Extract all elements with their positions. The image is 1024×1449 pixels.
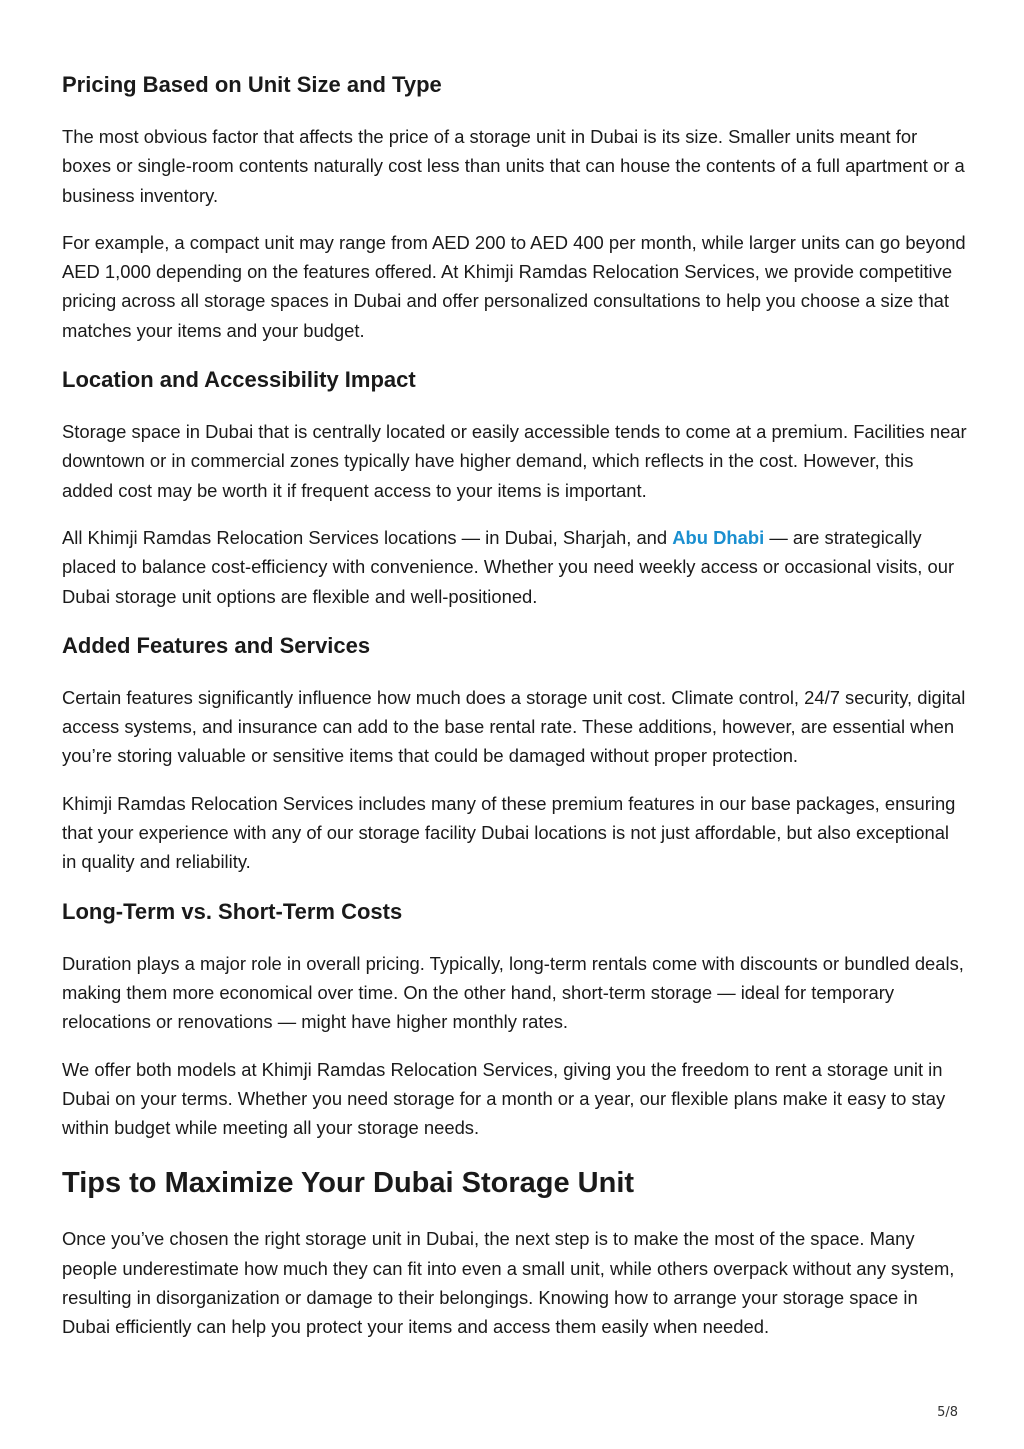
paragraph: Duration plays a major role in overall pricing. Typically, long-term rentals come with discounts or bundled deals, making them more economical over time. On the other hand, short-term storage — ideal for temporary relocations or renovations — might have higher monthly rates. bbox=[62, 952, 964, 1033]
paragraph: Storage space in Dubai that is centrally located or easily accessible tends to come at a premium. Facilities near downtown or in commercial zones typically have higher demand, which reflects in the cost. However, this added cost may be worth it if frequent access to your items is important. bbox=[62, 421, 967, 501]
paragraph: For example, a compact unit may range from AED 200 to AED 400 per month, while larger units can go beyond AED 1,000 depending on the features offered. At Khimji Ramdas Relocation Services, we provide competitive pricing across all storage spaces in Dubai and offer personalized consultations to help you choose a size that matches your items and your budget. bbox=[62, 231, 966, 341]
document-page bbox=[62, 70, 967, 1360]
section-heading: Long-Term vs. Short-Term Costs bbox=[62, 898, 403, 924]
paragraph: We offer both models at Khimji Ramdas Relocation Services, giving you the freedom to rent a storage unit in Dubai on your terms. Whether you need storage for a month or a year, our flexible plans make it easy to stay within budget while meeting all your storage needs. bbox=[62, 1058, 946, 1139]
section-tips bbox=[62, 1164, 967, 1341]
section-pricing bbox=[62, 70, 967, 345]
tips-heading: Tips to Maximize Your Dubai Storage Unit bbox=[62, 1167, 635, 1200]
section-heading: Added Features and Services bbox=[62, 632, 371, 658]
paragraph: The most obvious factor that affects the price of a storage unit in Dubai is its size. Smaller units meant for boxes or single-room contents naturally cost less than units that can house the contents of a full apartment or a business inventory. bbox=[62, 126, 965, 206]
section-heading: Location and Accessibility Impact bbox=[62, 367, 416, 393]
section-features bbox=[62, 631, 967, 877]
section-duration bbox=[62, 897, 967, 1143]
paragraph-text: — are strategically placed to balance cost-efficiency with convenience. Whether you need weekly access or occasional visits, our Dubai storage unit options are flexible and well-positioned. bbox=[62, 526, 955, 607]
paragraph: Once you’ve chosen the right storage unit in Dubai, the next step is to make the most of the space. Many people underestimate how much they can fit into even a small unit, while others overpack without any system, resulting in disorganization or damage to their belongings. Knowing how to arrange your storage space in Dubai efficiently can help you protect your items and access them easily when needed. bbox=[62, 1228, 955, 1338]
paragraph: Certain features significantly influence how much does a storage unit cost. Climate control, 24/7 security, digital access systems, and insurance can add to the base rental rate. These additions, however, are essential when you’re storing valuable or sensitive items that could be damaged without proper protection. bbox=[62, 686, 966, 767]
section-heading: Pricing Based on Unit Size and Type bbox=[62, 72, 442, 97]
abu-dhabi-link[interactable]: Abu Dhabi bbox=[672, 526, 765, 548]
paragraph-with-link bbox=[62, 523, 967, 611]
section-location bbox=[62, 365, 967, 611]
page-number: 5/8 bbox=[937, 1405, 958, 1420]
paragraph-text: All Khimji Ramdas Relocation Services locations — in Dubai, Sharjah, and bbox=[62, 526, 673, 548]
paragraph: Khimji Ramdas Relocation Services includes many of these premium features in our base packages, ensuring that your experience with any of our storage facility Dubai locations is not just affordable, but also exceptional in quality and reliability. bbox=[62, 792, 956, 873]
